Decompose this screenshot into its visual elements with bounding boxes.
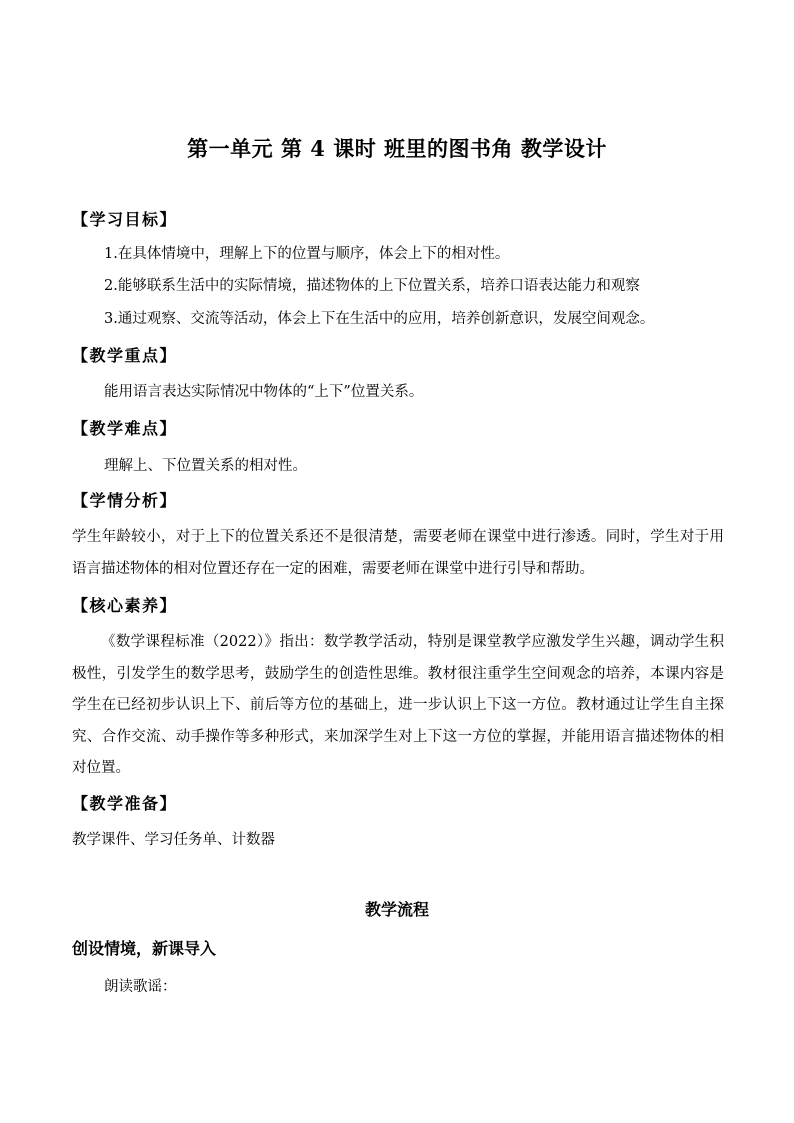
literacy-text: 《数学课程标准（2022）》指出：数学教学活动，特别是课堂教学应激发学生兴趣，调动学生积极性，引发学生的数学思考，鼓励学生的创造性思维。教材很注重学生空间观念的培养，本课内容是学生在已经初步认识上下、前后等方位的基础上，进一步认识上下这一方位。教材通过让学生自主探究、合作交流、动手操作等多种形式，来加深学生对上下这一方位的掌握，并能用语言描述物体的相对位置。 <box>72 634 724 776</box>
section-heading-preparation: 【教学准备】 <box>72 794 178 813</box>
analysis-text: 学生年龄较小，对于上下的位置关系还不是很清楚，需要老师在课堂中进行渗透。同时，学生对于用语言描述物体的相对位置还存在一定的困难，需要老师在课堂中进行引导和帮助。 <box>72 529 724 577</box>
section-heading-literacy: 【核心素养】 <box>72 596 178 615</box>
objective-item: 1.在具体情境中，理解上下的位置与顺序，体会上下的相对性。 <box>104 246 510 262</box>
section-heading-key-points: 【教学重点】 <box>72 346 178 365</box>
flow-step-text: 朗读歌谣： <box>104 979 177 995</box>
preparation-text: 教学课件、学习任务单、计数器 <box>72 832 275 848</box>
section-heading-objectives: 【学习目标】 <box>72 210 178 229</box>
key-points-text: 能用语言表达实际情况中物体的“上下”位置关系。 <box>104 384 424 400</box>
difficulties-text: 理解上、下位置关系的相对性。 <box>104 458 307 474</box>
section-heading-difficulties: 【教学难点】 <box>72 419 178 438</box>
flow-title: 教学流程 <box>364 900 429 919</box>
objective-item: 2.能够联系生活中的实际情境，描述物体的上下位置关系，培养口语表达能力和观察 <box>104 278 640 294</box>
section-heading-analysis: 【学情分析】 <box>72 491 178 510</box>
objective-item: 3.通过观察、交流等活动，体会上下在生活中的应用，培养创新意识，发展空间观念。 <box>104 311 655 327</box>
flow-step-heading: 创设情境，新课导入 <box>72 939 217 958</box>
page-title: 第一单元 第 4 课时 班里的图书角 教学设计 <box>187 136 607 161</box>
